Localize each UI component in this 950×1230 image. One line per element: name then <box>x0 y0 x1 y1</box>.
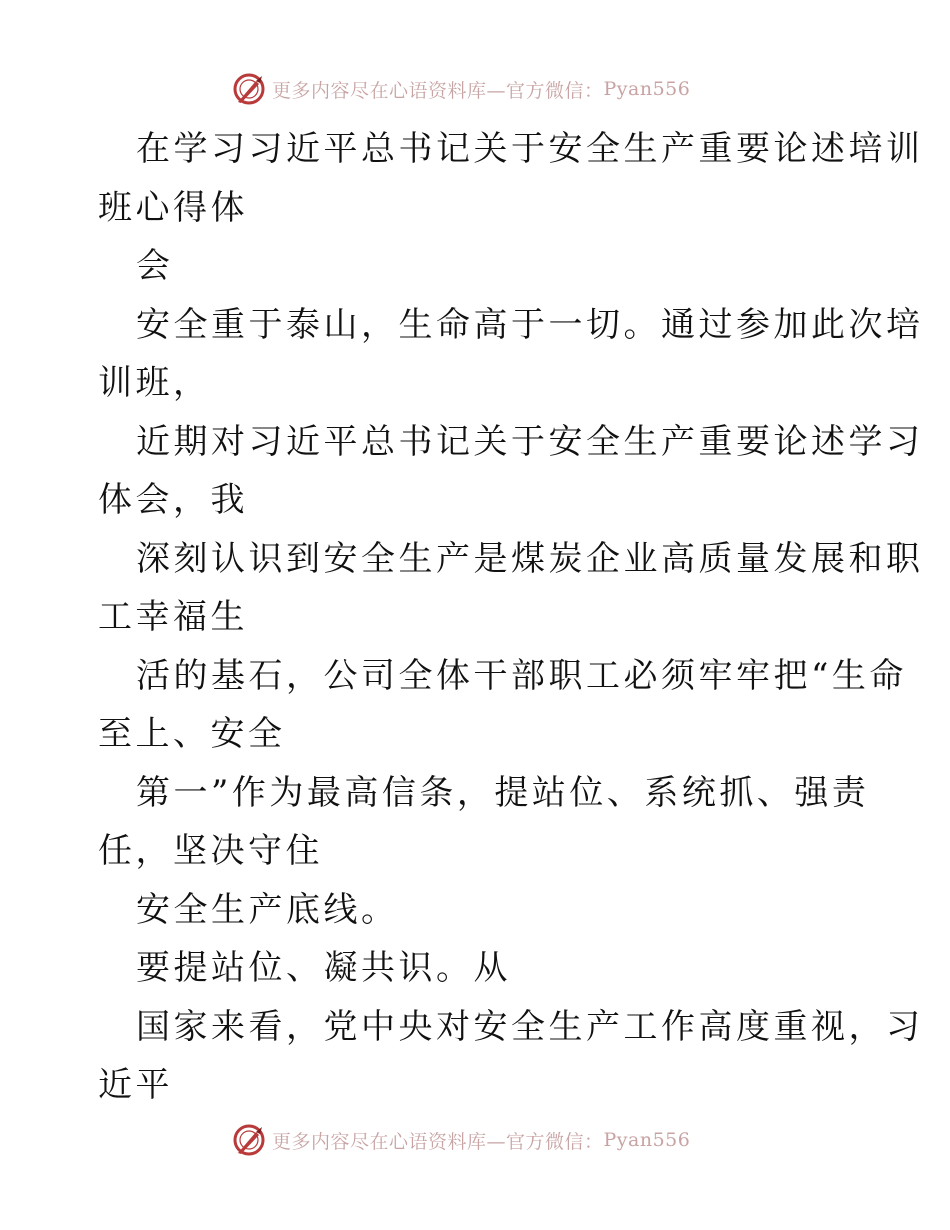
text-line: 近期对习近平总书记关于安全生产重要论述学习 <box>136 421 924 462</box>
document-body <box>98 120 924 1115</box>
header-watermark <box>232 71 690 107</box>
text-line: 第一”作为最高信条，提站位、系统抓、强责 <box>136 772 870 813</box>
text-line: 班心得体 <box>98 187 248 228</box>
footer-watermark <box>232 1122 690 1158</box>
quill-logo-icon <box>232 1123 266 1157</box>
watermark-text: 更多内容尽在心语资料库—官方微信： <box>272 79 604 102</box>
text-line: 至上、安全 <box>98 714 286 754</box>
text-line: 安全重于泰山，生命高于一切。通过参加此次培 <box>136 304 924 345</box>
text-line: 深刻认识到安全生产是煤炭企业高质量发展和职 <box>136 538 924 579</box>
text-line: 体会，我 <box>98 480 248 520</box>
quill-logo-icon <box>232 72 266 106</box>
text-line: 在学习习近平总书记关于安全生产重要论述培训 <box>136 129 924 169</box>
text-line: 活的基石，公司全体干部职工必须牢牢把“生命 <box>136 655 907 696</box>
watermark-handle: Pyan556 <box>603 78 691 100</box>
text-line: 近平 <box>98 1065 173 1105</box>
watermark-handle: Pyan556 <box>603 1129 691 1151</box>
text-line: 会 <box>136 246 174 286</box>
text-line: 国家来看，党中央对安全生产工作高度重视，习 <box>136 1006 924 1047</box>
text-line: 任，坚决守住 <box>98 831 323 871</box>
text-line: 要提站位、凝共识。从 <box>136 948 511 988</box>
text-line: 工幸福生 <box>98 597 248 637</box>
text-line: 安全生产底线。 <box>136 889 399 930</box>
watermark-text: 更多内容尽在心语资料库—官方微信： <box>272 1130 604 1153</box>
text-line: 训班， <box>98 363 211 403</box>
